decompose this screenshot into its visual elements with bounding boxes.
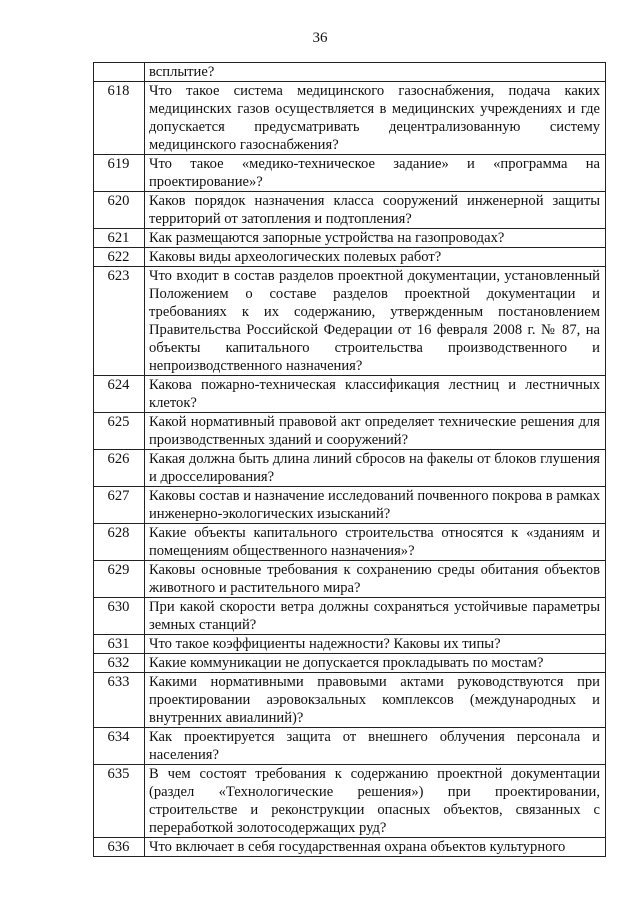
question-text: Что такое коэффициенты надежности? Каковы их типы? (145, 635, 606, 654)
question-text: Что такое «медико-техническое задание» и «программа на проектирование»? (145, 155, 606, 192)
table-row (94, 635, 606, 654)
question-text: Каковы основные требования к сохранению среды обитания объектов животного и растительного мира? (145, 561, 606, 598)
question-number: 626 (94, 450, 145, 487)
question-text: В чем состоят требования к содержанию проектной документации (раздел «Технологические решения») при проектировании, строительстве и реконструкции опасных объектов, связанных с переработкой золотосодержащих руд? (145, 765, 606, 838)
table-row (94, 229, 606, 248)
question-number: 620 (94, 192, 145, 229)
table-row (94, 598, 606, 635)
table-row (94, 450, 606, 487)
question-number: 623 (94, 267, 145, 376)
question-text: Какими нормативными правовыми актами руководствуются при проектировании аэровокзальных комплексов (международных и внутренних авиалиний)? (145, 673, 606, 728)
question-text: Какие объекты капитального строительства относятся к «зданиям и помещениям общественного назначения»? (145, 524, 606, 561)
question-text: Каков порядок назначения класса сооружений инженерной защиты территорий от затопления и подтопления? (145, 192, 606, 229)
question-text: Какова пожарно-техническая классификация лестниц и лестничных клеток? (145, 376, 606, 413)
page-number: 36 (312, 30, 328, 46)
table-row (94, 561, 606, 598)
question-text: всплытие? (145, 63, 606, 82)
question-number: 618 (94, 82, 145, 155)
question-text: Какая должна быть длина линий сбросов на факелы от блоков глушения и дросселирования? (145, 450, 606, 487)
question-number: 636 (94, 838, 145, 857)
question-number: 624 (94, 376, 145, 413)
question-number: 634 (94, 728, 145, 765)
question-number: 628 (94, 524, 145, 561)
question-number: 621 (94, 229, 145, 248)
question-text: Какой нормативный правовой акт определяет технические решения для производственных зданий и сооружений? (145, 413, 606, 450)
question-number: 619 (94, 155, 145, 192)
question-text: Каковы виды археологических полевых работ? (145, 248, 606, 267)
question-number: 632 (94, 654, 145, 673)
table-row (94, 82, 606, 155)
question-number: 630 (94, 598, 145, 635)
table-row (94, 728, 606, 765)
question-text: Что входит в состав разделов проектной документации, установленный Положением о составе разделов проектной документации и требованиях к их содержанию, утвержденным постановлением Правительства Российской Федерации от 16 февраля 2008 г. № 87, на объекты капитального строительства производственного и непроизводственного назначения? (145, 267, 606, 376)
question-text: Как размещаются запорные устройства на газопроводах? (145, 229, 606, 248)
table-row (94, 524, 606, 561)
question-number: 633 (94, 673, 145, 728)
table-row (94, 765, 606, 838)
question-text: Какие коммуникации не допускается прокладывать по мостам? (145, 654, 606, 673)
question-number: 622 (94, 248, 145, 267)
question-number: 635 (94, 765, 145, 838)
table-row (94, 376, 606, 413)
table-row (94, 654, 606, 673)
table-row (94, 155, 606, 192)
question-text: При какой скорости ветра должны сохраняться устойчивые параметры земных станций? (145, 598, 606, 635)
question-number (94, 63, 145, 82)
table-row (94, 413, 606, 450)
question-text: Что такое система медицинского газоснабжения, подача каких медицинских газов осуществляется в медицинских учреждениях и где допускается предусматривать децентрализованную систему медицинского газоснабжения? (145, 82, 606, 155)
table-row (94, 248, 606, 267)
question-number: 625 (94, 413, 145, 450)
question-text: Как проектируется защита от внешнего облучения персонала и населения? (145, 728, 606, 765)
questions-table (93, 62, 606, 857)
question-number: 627 (94, 487, 145, 524)
question-number: 629 (94, 561, 145, 598)
table-row (94, 673, 606, 728)
question-number: 631 (94, 635, 145, 654)
question-text: Каковы состав и назначение исследований почвенного покрова в рамках инженерно-экологических изысканий? (145, 487, 606, 524)
table-row (94, 63, 606, 82)
table-row (94, 192, 606, 229)
table-row (94, 267, 606, 376)
table-row (94, 838, 606, 857)
questions-table-body (94, 63, 606, 857)
question-text: Что включает в себя государственная охрана объектов культурного (145, 838, 606, 857)
table-row (94, 487, 606, 524)
